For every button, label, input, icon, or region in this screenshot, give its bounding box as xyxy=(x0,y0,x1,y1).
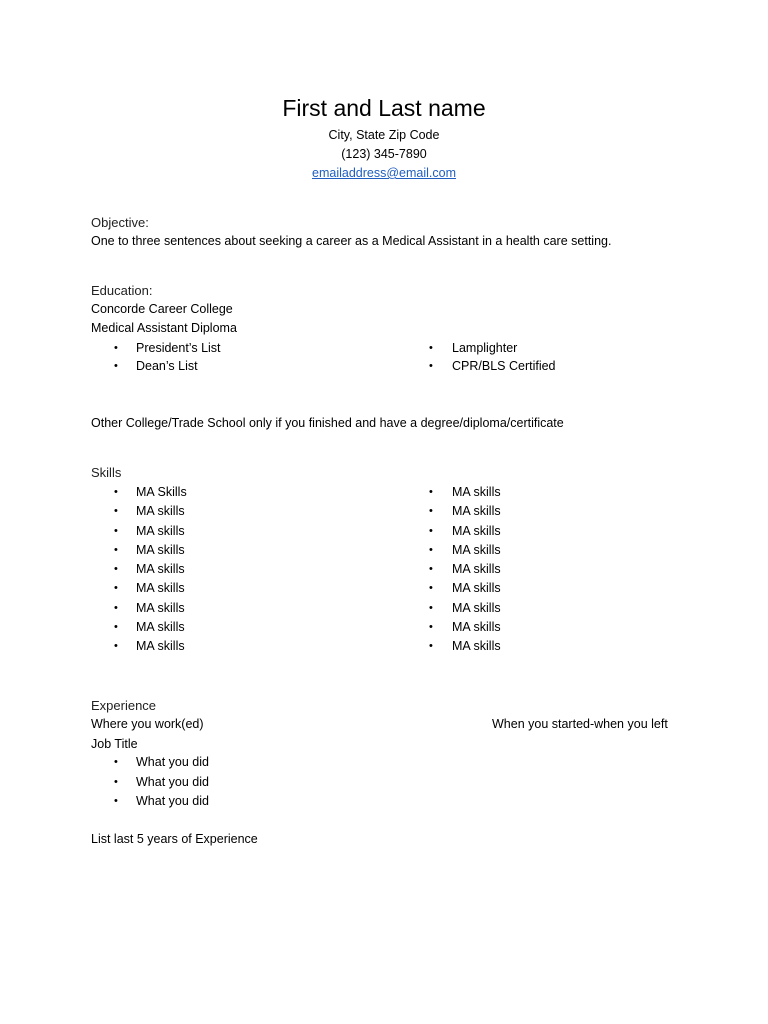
bullet-icon: • xyxy=(114,505,118,517)
list-item-label: MA skills xyxy=(452,639,501,653)
list-item-label: MA skills xyxy=(136,543,185,557)
email-link[interactable]: emailaddress@email.com xyxy=(312,166,456,180)
skills-heading: Skills xyxy=(91,465,122,480)
city-state-zip: City, State Zip Code xyxy=(328,128,440,142)
experience-heading: Experience xyxy=(91,698,157,713)
bullet-icon: • xyxy=(429,602,433,614)
email-link-wrapper xyxy=(0,167,768,180)
list-item-label: MA Skills xyxy=(136,485,187,499)
experience-footer-note: List last 5 years of Experience xyxy=(91,832,258,846)
list-item-label: MA skills xyxy=(452,524,501,538)
other-college-note: Other College/Trade School only if you finished and have a degree/diploma/certificate xyxy=(91,416,564,430)
diploma-name: Medical Assistant Diploma xyxy=(91,321,237,335)
list-item-label: MA skills xyxy=(452,581,501,595)
bullet-icon: • xyxy=(429,582,433,594)
list-item-label: MA skills xyxy=(136,504,185,518)
bullet-icon: • xyxy=(429,621,433,633)
list-item-label: What you did xyxy=(136,755,209,769)
workplace: Where you work(ed) xyxy=(91,717,204,731)
bullet-icon: • xyxy=(114,756,118,768)
list-item-label: MA skills xyxy=(136,639,185,653)
list-item-label: What you did xyxy=(136,794,209,808)
employment-dates: When you started-when you left xyxy=(492,717,668,731)
bullet-icon: • xyxy=(114,582,118,594)
objective-heading: Objective: xyxy=(91,215,149,230)
list-item-label: MA skills xyxy=(452,601,501,615)
list-item-label: Dean’s List xyxy=(136,359,198,373)
bullet-icon: • xyxy=(114,525,118,537)
list-item-label: MA skills xyxy=(452,504,501,518)
list-item-label: MA skills xyxy=(452,620,501,634)
list-item-label: MA skills xyxy=(136,601,185,615)
bullet-icon: • xyxy=(114,776,118,788)
list-item-label: MA skills xyxy=(136,581,185,595)
phone-number: (123) 345-7890 xyxy=(341,147,427,161)
list-item-label: What you did xyxy=(136,775,209,789)
bullet-icon: • xyxy=(114,544,118,556)
bullet-icon: • xyxy=(429,486,433,498)
bullet-icon: • xyxy=(114,563,118,575)
list-item-label: Lamplighter xyxy=(452,341,518,355)
bullet-icon: • xyxy=(429,640,433,652)
bullet-icon: • xyxy=(429,544,433,556)
list-item-label: CPR/BLS Certified xyxy=(452,359,556,373)
bullet-icon: • xyxy=(114,602,118,614)
list-item-label: MA skills xyxy=(136,620,185,634)
list-item-label: MA skills xyxy=(452,543,501,557)
bullet-icon: • xyxy=(429,505,433,517)
list-item-label: MA skills xyxy=(452,562,501,576)
bullet-icon: • xyxy=(114,360,118,372)
objective-text: One to three sentences about seeking a career as a Medical Assistant in a health care setting. xyxy=(91,234,612,248)
education-heading: Education: xyxy=(91,283,153,298)
bullet-icon: • xyxy=(114,640,118,652)
bullet-icon: • xyxy=(429,360,433,372)
bullet-icon: • xyxy=(114,486,118,498)
job-title: Job Title xyxy=(91,737,138,751)
candidate-name: First and Last name xyxy=(282,95,486,121)
bullet-icon: • xyxy=(114,621,118,633)
bullet-icon: • xyxy=(429,563,433,575)
bullet-icon: • xyxy=(429,525,433,537)
bullet-icon: • xyxy=(114,342,118,354)
school-name: Concorde Career College xyxy=(91,302,233,316)
list-item-label: President’s List xyxy=(136,341,221,355)
bullet-icon: • xyxy=(114,795,118,807)
list-item-label: MA skills xyxy=(452,485,501,499)
list-item-label: MA skills xyxy=(136,524,185,538)
bullet-icon: • xyxy=(429,342,433,354)
list-item-label: MA skills xyxy=(136,562,185,576)
